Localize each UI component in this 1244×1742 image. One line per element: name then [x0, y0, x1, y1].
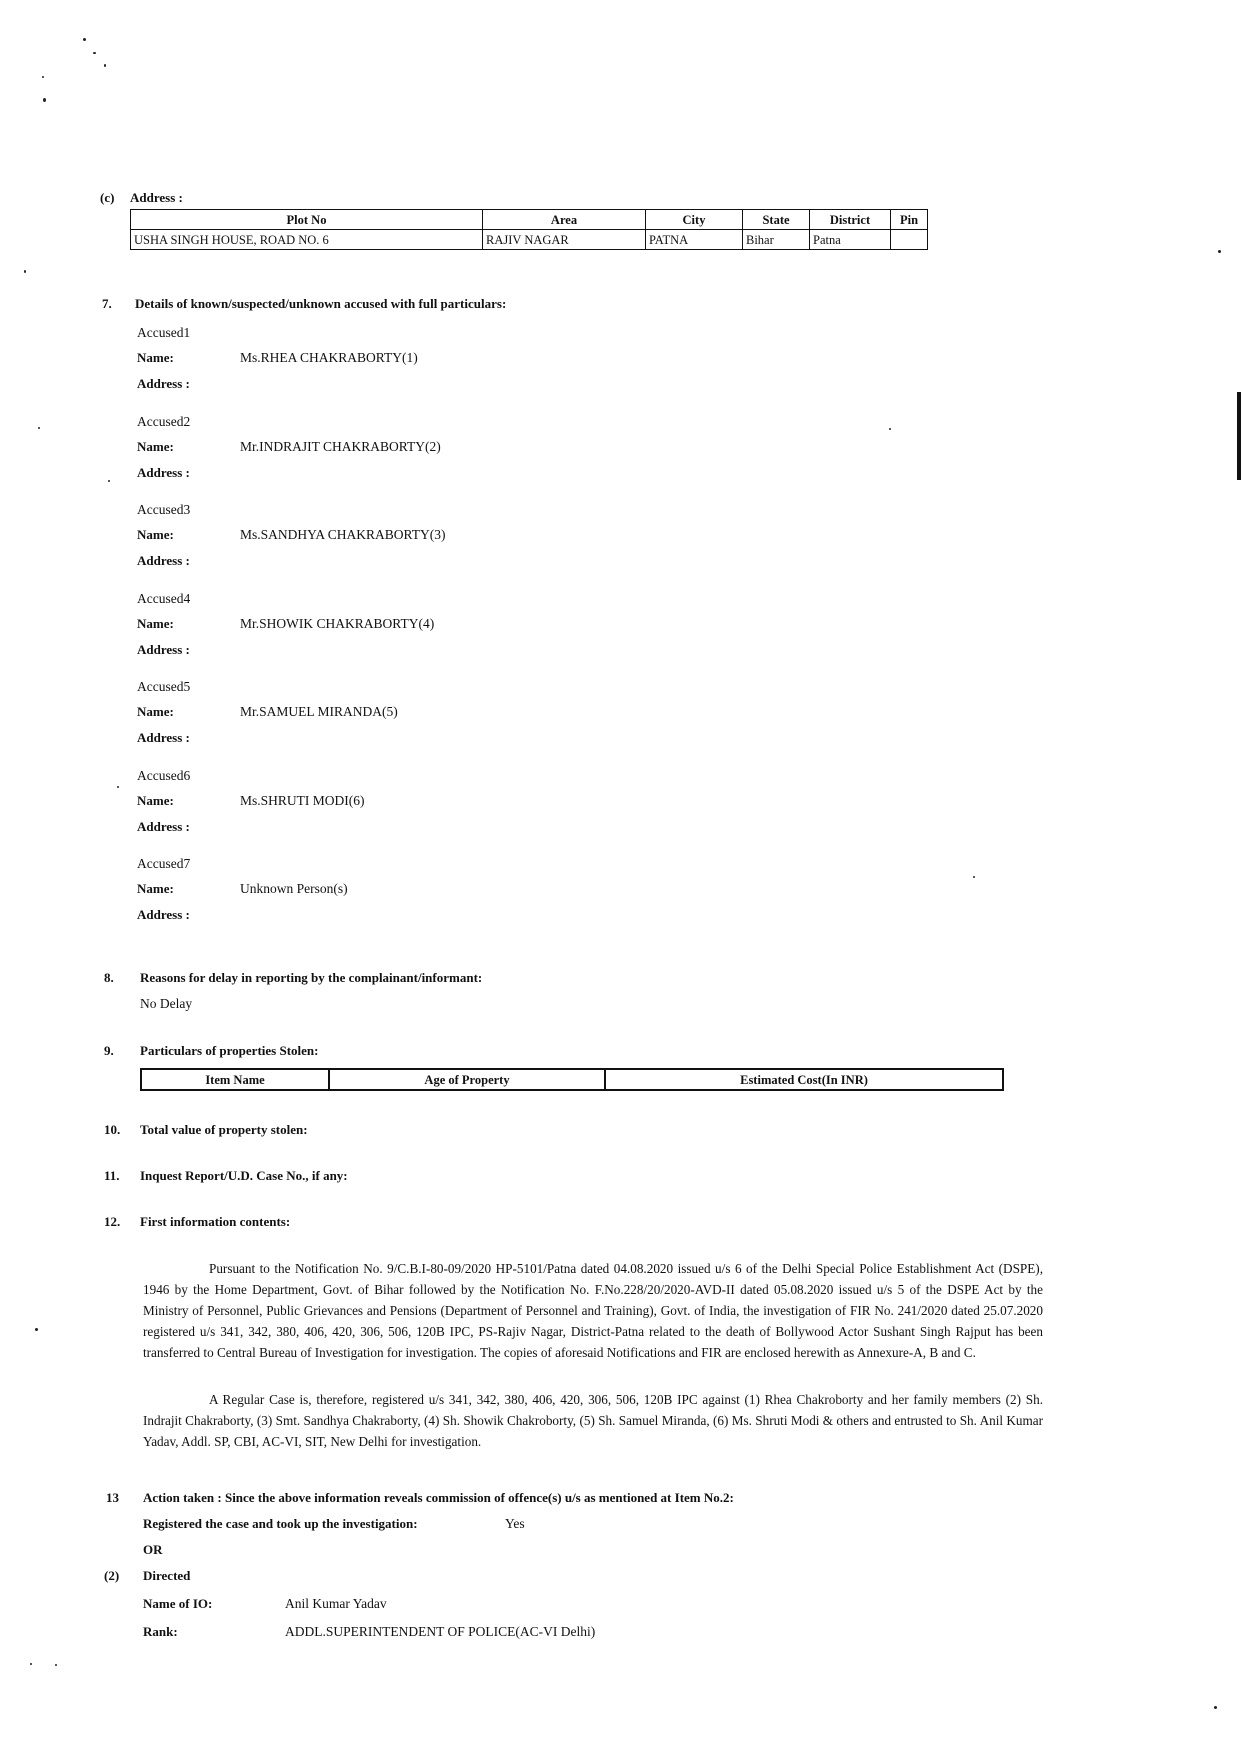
delay-section-title: Reasons for delay in reporting by the complainant/informant: [140, 970, 483, 985]
accused-name-value: Ms.RHEA CHAKRABORTY(1) [240, 350, 418, 365]
or-label: OR [143, 1542, 163, 1557]
total-value-number: 10. [104, 1122, 121, 1137]
properties-table [140, 1068, 1004, 1091]
header-age-of-property: Age of Property [329, 1069, 605, 1090]
accused-section-number: 7. [102, 296, 112, 311]
address-table-row [131, 230, 928, 250]
scan-speck [973, 876, 975, 878]
inquest-title: Inquest Report/U.D. Case No., if any: [140, 1168, 348, 1183]
header-area: Area [483, 210, 646, 230]
io-name-value: Anil Kumar Yadav [285, 1596, 387, 1611]
scan-speck [1214, 1706, 1217, 1709]
accused-name-label: Name: [137, 704, 174, 719]
scan-speck [83, 38, 86, 41]
accused-name-value: Mr.INDRAJIT CHAKRABORTY(2) [240, 438, 441, 454]
scan-speck [38, 427, 40, 429]
accused-heading: Accused1 [137, 325, 191, 340]
cell-pin [891, 230, 928, 250]
accused-address-label: Address : [137, 730, 190, 745]
scan-speck [1218, 250, 1221, 253]
accused-name-label: Name: [137, 527, 174, 542]
scan-speck [889, 428, 891, 430]
cell-plot-no: USHA SINGH HOUSE, ROAD NO. 6 [131, 230, 483, 250]
scan-speck [117, 786, 119, 788]
accused-address-label: Address : [137, 818, 190, 834]
directed-label: Directed [143, 1568, 191, 1583]
header-plot-no: Plot No [131, 210, 483, 230]
address-section-title: Address : [130, 190, 183, 205]
registered-label: Registered the case and took up the investigation: [143, 1516, 418, 1531]
scan-speck [108, 480, 110, 482]
registered-value: Yes [505, 1516, 525, 1531]
accused-address-label: Address : [137, 641, 190, 657]
cell-state: Bihar [743, 230, 810, 250]
action-section-number: 13 [106, 1490, 119, 1505]
scan-speck [93, 52, 96, 54]
accused-name-value: Ms.SANDHYA CHAKRABORTY(3) [240, 527, 446, 542]
fir-paragraph-1: Pursuant to the Notification No. 9/C.B.I-80-09/2020 HP-5101/Patna dated 04.08.2020 issued u/s 6 of the Delhi Special Police Establishment Act (DSPE), 1946 by the Home Department, Govt. of Bihar followed by the Notification No. F.No.228/20/2020-AVD-II dated 05.08.2020 issued u/s 5 of the DSPE Act by the Ministry of Personnel, Public Grievances and Pensions (Department of Personnel and Training), Govt. of India, the investigation of FIR No. 241/2020 dated 25.07.2020 registered u/s 341, 342, 380, 406, 420, 306, 506, 120B IPC, PS-Rajiv Nagar, District-Patna related to the death of Bollywood Actor Sushant Singh Rajput has been transferred to Central Bureau of Investigation for investigation. The copies of aforesaid Notifications and FIR are enclosed herewith as Annexure-A, B and C. [143, 1261, 1043, 1360]
header-state: State [743, 210, 810, 230]
rank-label: Rank: [143, 1624, 178, 1639]
accused-address-label: Address : [137, 464, 190, 480]
header-city: City [646, 210, 743, 230]
accused-section-title: Details of known/suspected/unknown accused with full particulars: [135, 296, 507, 311]
accused-name-label: Name: [137, 438, 174, 454]
cell-area: RAJIV NAGAR [483, 230, 646, 250]
properties-section-number: 9. [104, 1043, 114, 1058]
accused-address-label: Address : [137, 907, 190, 922]
inquest-number: 11. [104, 1168, 120, 1183]
scan-speck [55, 1664, 57, 1666]
scan-speck [43, 98, 46, 102]
properties-table-header [141, 1069, 1003, 1090]
accused-name-label: Name: [137, 350, 174, 365]
rank-value: ADDL.SUPERINTENDENT OF POLICE(AC-VI Delhi) [285, 1624, 596, 1639]
scan-speck [30, 1663, 32, 1665]
header-estimated-cost: Estimated Cost(In INR) [605, 1069, 1003, 1090]
accused-heading: Accused5 [137, 679, 191, 694]
header-pin: Pin [891, 210, 928, 230]
accused-heading: Accused4 [137, 590, 191, 606]
total-value-title: Total value of property stolen: [140, 1122, 308, 1137]
scan-speck [42, 76, 44, 78]
accused-heading: Accused6 [137, 767, 191, 783]
accused-name-value: Unknown Person(s) [240, 881, 348, 896]
scan-speck [24, 270, 26, 273]
accused-heading: Accused2 [137, 413, 191, 429]
scan-speck [35, 1328, 38, 1331]
scan-speck [104, 64, 106, 67]
accused-name-label: Name: [137, 615, 174, 631]
header-district: District [810, 210, 891, 230]
delay-value: No Delay [140, 996, 193, 1011]
header-item-name: Item Name [141, 1069, 329, 1090]
scan-edge-mark [1237, 392, 1241, 480]
accused-name-value: Mr.SHOWIK CHAKRABORTY(4) [240, 615, 435, 631]
fir-contents-title: First information contents: [140, 1214, 291, 1229]
accused-address-label: Address : [137, 553, 190, 568]
accused-name-label: Name: [137, 792, 174, 808]
accused-heading: Accused7 [137, 856, 191, 871]
address-table-header [131, 210, 928, 230]
properties-section-title: Particulars of properties Stolen: [140, 1043, 319, 1058]
address-table [130, 209, 928, 250]
fir-paragraph-2: A Regular Case is, therefore, registered u/s 341, 342, 380, 406, 420, 306, 506, 120B IPC against (1) Rhea Chakroborty and her family members (2) Sh. Indrajit Chakraborty, (3) Smt. Sandhya Chakraborty, (4) Sh. Showik Chakroborty, (5) Sh. Samuel Miranda, (6) Ms. Shruti Modi & others and entrusted to Sh. Anil Kumar Yadav, Addl. SP, CBI, AC-VI, SIT, New Delhi for investigation. [143, 1392, 1043, 1449]
cell-district: Patna [810, 230, 891, 250]
delay-section-number: 8. [104, 970, 114, 985]
fir-contents-number: 12. [104, 1214, 121, 1229]
directed-number: (2) [104, 1568, 120, 1583]
accused-address-label: Address : [137, 376, 190, 391]
address-section-number: (c) [100, 190, 115, 205]
accused-heading: Accused3 [137, 502, 191, 517]
accused-name-value: Ms.SHRUTI MODI(6) [240, 792, 365, 808]
io-name-label: Name of IO: [143, 1596, 213, 1611]
action-section-title: Action taken : Since the above information reveals commission of offence(s) u/s as mentioned at Item No.2: [143, 1490, 734, 1505]
cell-city: PATNA [646, 230, 743, 250]
accused-name-value: Mr.SAMUEL MIRANDA(5) [240, 704, 398, 719]
accused-name-label: Name: [137, 881, 174, 896]
